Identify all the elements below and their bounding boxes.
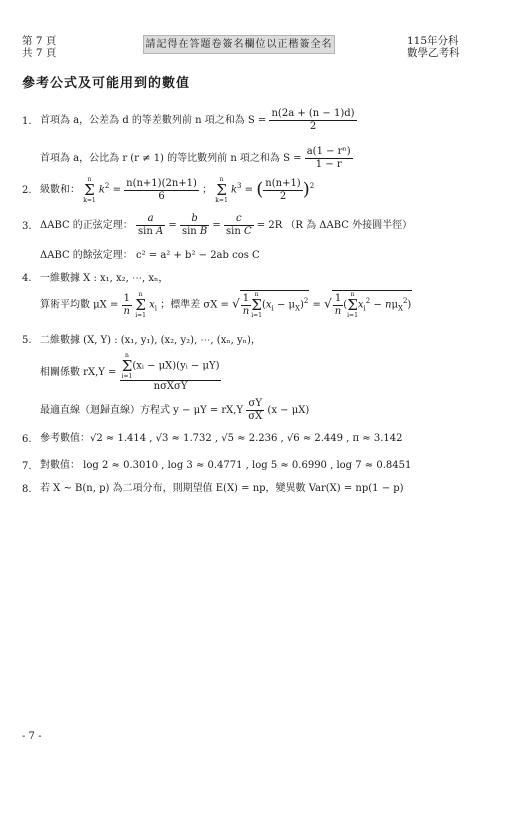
exam-year: 115年分科	[407, 35, 459, 47]
arith-series-formula	[40, 108, 357, 133]
summation-symbol: n Σ k=1	[83, 176, 96, 204]
fraction-numerator: a(1 − rⁿ)	[306, 146, 351, 157]
summation-symbol: n Σ i=1	[135, 291, 146, 319]
geo-series-text: 首項為 a，公比為 r (r ≠ 1) 的等比數列前 n 項之和為 S =	[40, 153, 302, 164]
cosine-law-label: ΔABC 的餘弦定理：	[40, 250, 133, 261]
fraction-denominator: nσXσY	[120, 380, 222, 393]
cosine-law-formula	[40, 249, 260, 263]
fraction-numerator: n(n+1)	[265, 177, 301, 189]
sine-law-label: ΔABC 的正弦定理：	[40, 220, 133, 231]
separator: ；	[202, 184, 213, 196]
binomial-distribution: 若 X ~ B(n, p) 為二項分布，則期望值 E(X) = np，變異數 Var(X) = np(1 − p)	[40, 483, 404, 494]
total-pages: 共 7 頁	[22, 47, 57, 59]
reference-values: 參考數值：√2 ≈ 1.414 , √3 ≈ 1.732 , √5 ≈ 2.236 , √6 ≈ 2.449 , π ≈ 3.142	[40, 433, 403, 444]
page-number: - 7 -	[22, 731, 42, 742]
fraction-denominator: 2	[269, 120, 356, 133]
sd-label: ；標準差 σX =	[160, 299, 229, 311]
geo-series-formula	[40, 146, 353, 171]
series-sum-formula: 級數和： n Σ k=1 $k^2$ = $\frac{n(n+1)(2n+1)}{6}$ ； n Σ k=1 $k^3$ = ( $\frac{n(n+1)}{2}$ )$^2$	[40, 176, 315, 204]
fraction-numerator: (xᵢ − μX)(yᵢ − μY)	[132, 360, 220, 372]
sine-law-tail: = 2R （R 為 ΔABC 外接圓半徑）	[256, 220, 413, 231]
fraction-denominator: 2	[263, 190, 302, 203]
fraction-denominator: 1 − r	[305, 158, 353, 171]
fraction-denominator: 6	[124, 190, 199, 203]
summation-symbol: n Σ k=1	[215, 176, 228, 204]
cosine-law-equation: c² = a² + b² − 2ab cos C	[136, 250, 260, 261]
fraction-numerator: n(2a + (n − 1)d)	[271, 108, 355, 119]
mean-label: 算術平均數 μX =	[40, 299, 119, 311]
page-indicator: 第 7 頁	[22, 35, 57, 47]
fraction-denominator: σX	[248, 411, 263, 422]
item-number: 3.	[22, 221, 32, 232]
two-dim-data: 二維數據 (X, Y) : (x₁, y₁), (x₂, y₂), ⋯, (xₙ, yₙ)，	[40, 335, 261, 346]
one-dim-data: 一維數據 X : x₁, x₂, ⋯, xₙ，	[40, 273, 169, 284]
arith-series-fraction	[269, 108, 356, 133]
item-number: 8.	[22, 484, 32, 495]
geo-series-fraction	[305, 146, 353, 171]
exam-subject: 數學乙考科	[407, 47, 460, 59]
arith-series-text: 首項為 a，公差為 d 的等差數列前 n 項之和為 S =	[40, 115, 267, 126]
sum-squares-fraction	[124, 178, 199, 203]
item-number: 5.	[22, 335, 32, 346]
correlation-formula	[40, 352, 221, 393]
correlation-fraction: n Σ i=1 (xᵢ − μX)(yᵢ − μY) nσXσY	[121, 352, 220, 392]
mean-sd-formula: 算術平均數 μX = $\frac{1}{n}$ n Σ i=1 $x_i$ ；標準差 σX = √ $\frac{1}{n}$ n Σ i=1 $(x_i - \mu_X)^2$ = √ $\frac{1}{n}$ ( n Σ i=1 $x_i^2 - n\mu_X^2$)	[40, 291, 412, 319]
item-number: 6.	[22, 434, 32, 445]
item-number: 2.	[22, 185, 32, 196]
item-number: 7.	[22, 461, 32, 472]
section-title: 參考公式及可能用到的數值	[22, 76, 191, 91]
signature-notice: 請記得在答題卷簽名欄位以正楷簽全名	[143, 35, 335, 54]
regression-line-formula	[40, 398, 309, 423]
fraction-numerator: n(n+1)(2n+1)	[126, 177, 197, 189]
sine-law-formula: ΔABC 的正弦定理： $\frac{a}{\text{sin A}}$ = $\frac{b}{\text{sin B}}$ = $\frac{c}{\text{sin C}}$ = 2R （R 為 ΔABC 外接圓半徑）	[40, 213, 413, 237]
regression-label: 最適直線（迴歸直線）方程式 y − μY = rX,Y	[40, 405, 244, 416]
series-sum-label: 級數和：	[40, 184, 80, 196]
sum-cubes-fraction	[263, 178, 302, 203]
log-values: 對數值： log 2 ≈ 0.3010 , log 3 ≈ 0.4771 , log 5 ≈ 0.6990 , log 7 ≈ 0.8451	[40, 460, 412, 471]
fraction-numerator: σY	[248, 398, 262, 409]
regression-tail: (x − μX)	[267, 405, 310, 416]
correlation-label: 相關係數 rX,Y =	[40, 367, 117, 378]
item-number: 1.	[22, 116, 32, 127]
item-number: 4.	[22, 273, 32, 284]
